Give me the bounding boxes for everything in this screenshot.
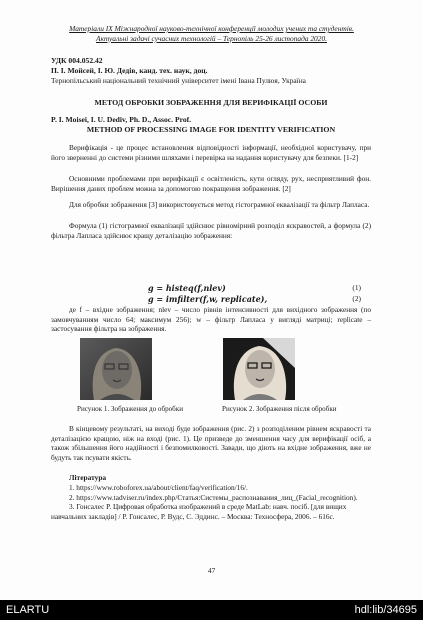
paragraph-3: Для обробки зображення [3] використовується метод гістограмної еквалізації та фільтр Лапласа. [69,200,370,209]
paragraph-2: Основними проблемами при верифікації є освітленість, кути огляду, рух, несприятливий фон. Вирішення даних проблем можна за допомогою покращення зображення. [2] [51,174,371,193]
paragraph-1: Верифікація - це процес встановлення відповідності інформації, необхідної користувачу, при його зверненні до системи різними шляхами і перевірка на надання користувачу для безпеки. [1-2] [51,143,371,162]
literature-heading: Література [69,473,107,482]
equation-1-number: (1) [352,283,361,292]
handle-link[interactable]: hdl:lib/34695 [354,604,417,616]
equation-2-formula: g = imfilter(f,w, replicate), [148,294,268,304]
figure-2-caption: Рисунок 2. Зображення після обробки [222,405,337,413]
repository-name: ELARTU [6,604,50,616]
page-number: 47 [207,566,216,575]
udc-code: УДК 004.052.42 [51,56,103,65]
figures [0,338,423,418]
equation-1-formula: g = histeq(f,nlev) [148,283,226,293]
conference-header [28,24,395,43]
reference-item: 1. https://www.roboforex.ua/about/client/faq/verification/16/. [69,483,248,492]
reference-list [51,483,371,521]
title-ukrainian: МЕТОД ОБРОБКИ ЗОБРАЖЕННЯ ДЛЯ ВЕРИФІКАЦІЇ ОСОБИ [94,98,328,107]
authors-ua: П. І. Мойсей, І. Ю. Дедів, канд. тех. наук, доц. [51,66,208,75]
figure-1-photo [80,338,152,400]
reference-item: 2. https://www.tadviser.ru/index.php/Статья:Системы_распознавания_лиц_(Facial_recognition). [69,492,358,502]
title-english: METHOD OF PROCESSING IMAGE FOR IDENTITY VERIFICATION [86,125,336,134]
header-line-1: Матеріали IX Міжнародної науково-технічної конференції молодих учених та студентів. [69,24,354,33]
equation-2-number: (2) [352,294,361,303]
reference-item: 3. Гонсалес Р. Цифровая обработка изображений в среде MatLab: навч. посіб. [для вищих навчальних закладів] / Р. Гонсалес, Р. Вудс, С. Эддинс. – Москва: Техносфера, 2006. – 616с. [51,502,347,521]
header-line-2: Актуальні задачі сучасних технологій – Тернопіль 25-26 листопада 2020. [96,33,327,43]
paragraph-6: В кінцевому результаті, на виході буде зображення (рис. 2) з розподіленим рівнем яскравості та деталізацією кращою, ніж на вході (рис. 1). Це призведе до зменшення часу для верифікації осіб, а також збільшення його надійності і безпомилковості. Завади, що діють на вхідне зображення, вже не будуть так псувати якість. [51,424,371,462]
affiliation: Тернопільський національний технічний університет імені Івана Пулюя, Україна [51,76,306,85]
figure-1-caption: Рисунок 1. Зображення до обробки [77,405,184,413]
repository-footer-bar [0,600,423,620]
authors-english: P. I. Moisei, I. U. Dediv, Ph. D., Assoc. Prof. [51,115,192,124]
paragraph-5: де f – вхідне зображення; nlev – число рівнів інтенсивності для вихідного зображення (по замовчуванням число 64; максимум 256); w – фільтр Лапласа у вигляді матриці; replicate – застосування фільтра на зображення. [51,305,371,334]
paragraph-4: Формула (1) гістограмної еквалізації здійснює рівномірний розподіл яскравостей, а формула (2) фільтра Лапласа здійснює кращу деталізацію зображення: [51,221,371,240]
figure-2-photo [223,338,295,400]
